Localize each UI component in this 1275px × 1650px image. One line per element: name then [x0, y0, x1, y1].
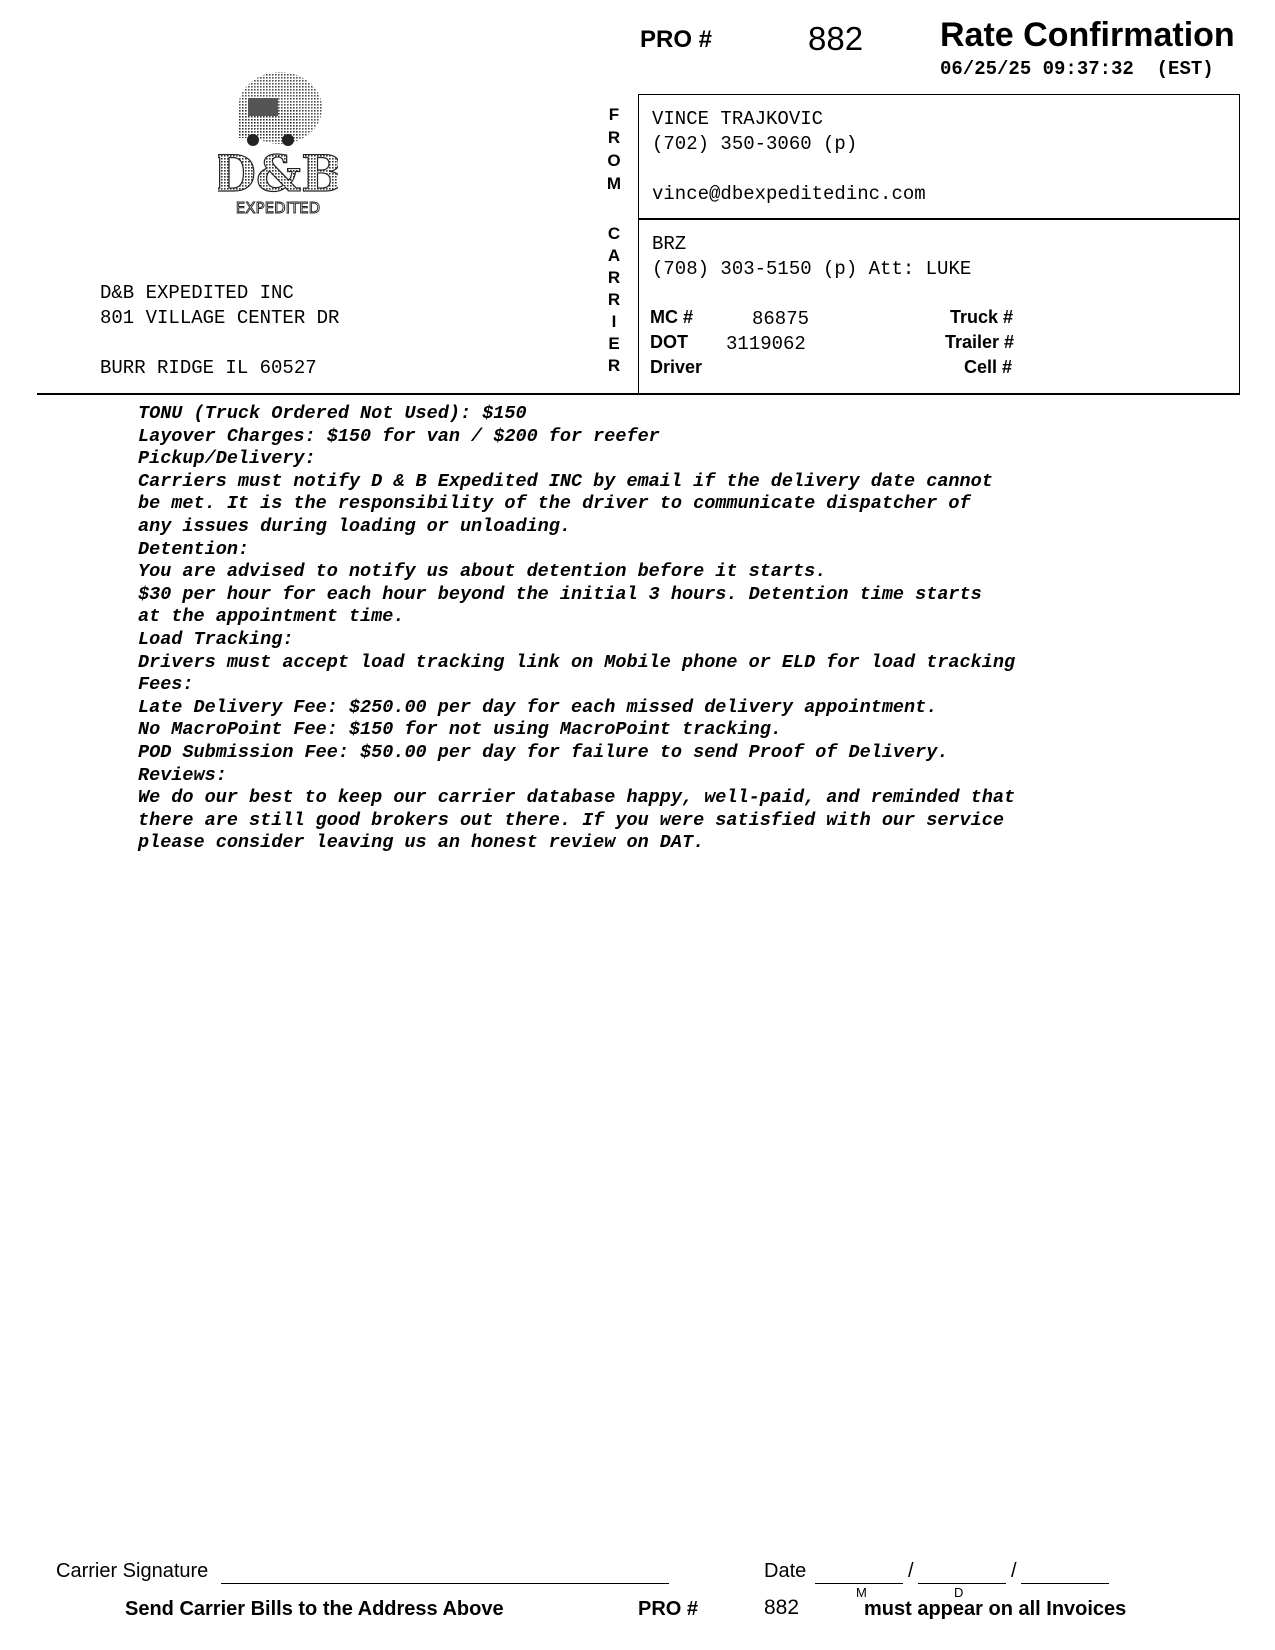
terms-line: POD Submission Fee: $50.00 per day for failure to send Proof of Delivery.	[138, 741, 949, 763]
carrier-signature-line[interactable]	[221, 1583, 669, 1584]
invoice-note: must appear on all Invoices	[864, 1598, 1127, 1620]
dot-label: DOT	[650, 332, 688, 352]
date-separator-2: /	[1011, 1560, 1017, 1582]
date-separator-1: /	[908, 1560, 914, 1582]
carrier-phone: (708) 303-5150 (p) Att: LUKE	[652, 258, 972, 280]
trailer-label: Trailer #	[945, 332, 1015, 352]
datetime-value: 06/25/25 09:37:32	[940, 58, 1134, 80]
terms-line: You are advised to notify us about detention before it starts.	[138, 561, 827, 583]
terms-line: there are still good brokers out there. If you were satisfied with our service	[138, 809, 1004, 831]
date-day-line[interactable]	[918, 1583, 1006, 1584]
terms-line: Layover Charges: $150 for van / $200 for reefer	[138, 425, 660, 447]
day-hint: D	[954, 1585, 964, 1600]
carrier-signature-label: Carrier Signature	[56, 1560, 209, 1582]
svg-text:D&B: D&B	[218, 144, 338, 203]
mc-number: 86875	[752, 308, 810, 330]
shipper-city: BURR RIDGE IL 60527	[100, 357, 317, 379]
from-phone: (702) 350-3060 (p)	[652, 133, 858, 155]
terms-line: Late Delivery Fee: $250.00 per day for each missed delivery appointment.	[138, 696, 938, 718]
terms-line: any issues during loading or unloading.	[138, 515, 571, 537]
terms-line: at the appointment time.	[138, 606, 405, 628]
footer-pro-label: PRO #	[638, 1598, 699, 1620]
terms-line: Detention:	[138, 538, 250, 560]
from-side-label: F R O M	[606, 105, 622, 193]
terms-line: TONU (Truck Ordered Not Used): $150	[138, 403, 527, 424]
dot-number: 3119062	[726, 333, 806, 355]
terms-line: Pickup/Delivery:	[138, 448, 316, 470]
page-title: Rate Confirmation	[940, 16, 1235, 54]
terms-line: please consider leaving us an honest review on DAT.	[138, 832, 705, 854]
month-hint: M	[856, 1585, 867, 1600]
carrier-name: BRZ	[652, 233, 687, 255]
shipper-address	[100, 281, 339, 381]
box-divider	[638, 218, 1240, 220]
terms-line: Reviews:	[138, 764, 227, 786]
company-logo	[218, 68, 338, 218]
shipper-name: D&B EXPEDITED INC	[100, 282, 294, 304]
pro-label: PRO #	[640, 26, 713, 53]
terms-line: We do our best to keep our carrier database happy, well-paid, and reminded that	[138, 787, 1016, 809]
date-label: Date	[764, 1560, 807, 1582]
terms-line: Load Tracking:	[138, 628, 294, 650]
driver-label: Driver	[650, 357, 703, 377]
send-bills-note: Send Carrier Bills to the Address Above	[125, 1598, 504, 1620]
shipper-street: 801 VILLAGE CENTER DR	[100, 307, 340, 329]
terms-line: No MacroPoint Fee: $150 for not using MacroPoint tracking.	[138, 719, 782, 741]
svg-text:EXPEDITED: EXPEDITED	[235, 199, 321, 217]
carrier-side-label: C A R R I E R	[607, 224, 621, 375]
pro-number: 882	[808, 20, 864, 57]
print-datetime	[940, 58, 1214, 80]
header-rule	[37, 393, 1240, 395]
date-year-line[interactable]	[1021, 1583, 1109, 1584]
footer-pro-number: 882	[764, 1596, 800, 1619]
terms-line: Drivers must accept load tracking link on Mobile phone or ELD for load tracking	[138, 651, 1016, 673]
timezone-value: (EST)	[1156, 58, 1214, 80]
cell-label: Cell #	[964, 357, 1013, 377]
terms-line: $30 per hour for each hour beyond the initial 3 hours. Detention time starts	[138, 583, 982, 605]
from-contact-name: VINCE TRAJKOVIC	[652, 108, 824, 130]
mc-label: MC #	[650, 307, 694, 327]
terms-line: be met. It is the responsibility of the driver to communicate dispatcher of	[138, 493, 971, 515]
terms-section	[138, 403, 1178, 855]
date-month-line[interactable]	[815, 1583, 903, 1584]
from-email: vince@dbexpeditedinc.com	[652, 183, 926, 205]
terms-line: Carriers must notify D & B Expedited INC by email if the delivery date cannot	[138, 470, 993, 492]
terms-line: Fees:	[138, 674, 194, 696]
truck-label: Truck #	[950, 307, 1014, 327]
